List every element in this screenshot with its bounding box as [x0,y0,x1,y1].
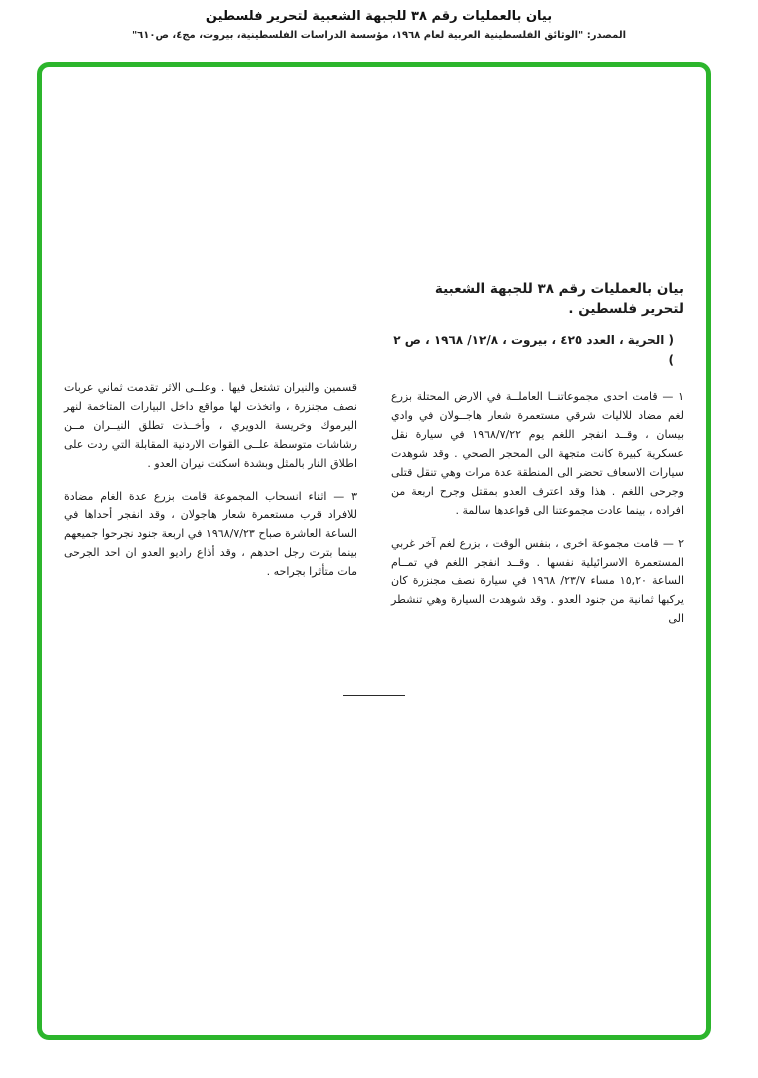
two-column-layout [64,279,684,643]
header-title: بيان بالعمليات رقم ٣٨ للجبهة الشعبية لتحرير فلسطين [205,9,553,24]
column-right [391,279,684,643]
paragraph-3: ٣ — اثناء انسحاب المجموعة قامت بزرع عدة الغام مضادة للافراد قرب مستعمرة شعار هاجولان ، وقد انفجر أحداها في الساعة العاشرة صباح ١٩٦٨/٧/٢٣ في اربعة جنود نجرحوا جميعهم بينما بترت رجل احدهم ، وقد أذاع راديو العدو ان احد الجرحى مات متأثرا بجراحه . [64,489,357,579]
scanned-document [64,279,684,696]
top-header [0,0,758,43]
header-source: المصدر: "الوثائق الفلسطينية العربية لعام ١٩٦٨، مؤسسة الدراسات الفلسطينية، بيروت، مج٤، ص٦١٠" [131,30,627,42]
paragraph-2: ٢ — قامت مجموعة اخرى ، بنفس الوقت ، بزرع لغم آخر غربي المستعمرة الاسرائيلية نفسها . وقــد انفجر اللغم في تمــام الساعة ١٥,٢٠ مساء ٢٣/٧/ ١٩٦٨ في سيارة نصف مجنزرة كان يركبها ثمانية من جنود العدو . وقد شوهدت السيارة وهي تنشطر الى [391,536,685,626]
document-citation: ( الحرية ، العدد ٤٢٥ ، بيروت ، ١٢/٨/ ١٩٦٨ ، ص ٢ ) [393,332,674,367]
document-frame [37,62,711,1040]
document-title: بيان بالعمليات رقم ٣٨ للجبهة الشعبية لتحرير فلسطين . [434,281,684,318]
column-left [64,279,357,643]
paragraph-1: ١ — قامت احدى مجموعاتنــا العاملــة في الارض المحتلة بزرع لغم مضاد للاليات شرقي مستعمرة شعار هاجــولان في وادي بيسان ، وقــد انفجر اللغم يوم ١٩٦٨/٧/٢٢ في سيارة نقل عسكرية كبيرة كانت متجهة الى المحجر الصحي . وقد شوهدت سيارات الاسعاف تحضر الى المنطقة عدة مرات وهي تنقل قتلى وجرحى اللغم . هذا وقد اعترف العدو بمقتل وجرح اربعة من افراده ، بينما عادت مجموعتنا الى قواعدها سالمة . [391,390,685,517]
end-divider-line [343,695,405,696]
paragraph-2-continued: قسمين والنيران تشتعل فيها . وعلــى الاثر تقدمت ثماني عربات نصف مجنزرة ، واتخذت لها مواقع داخل البيارات المتاخمة لنهر اليرموك وخريسة الدويري ، وأخــذت تطلق النيــران مــن رشاشات متوسطة علــى القوات الاردنية المقابلة التي ردت على اطلاق النار بالمثل وبشدة اسكتت نيران العدو . [64,381,357,470]
